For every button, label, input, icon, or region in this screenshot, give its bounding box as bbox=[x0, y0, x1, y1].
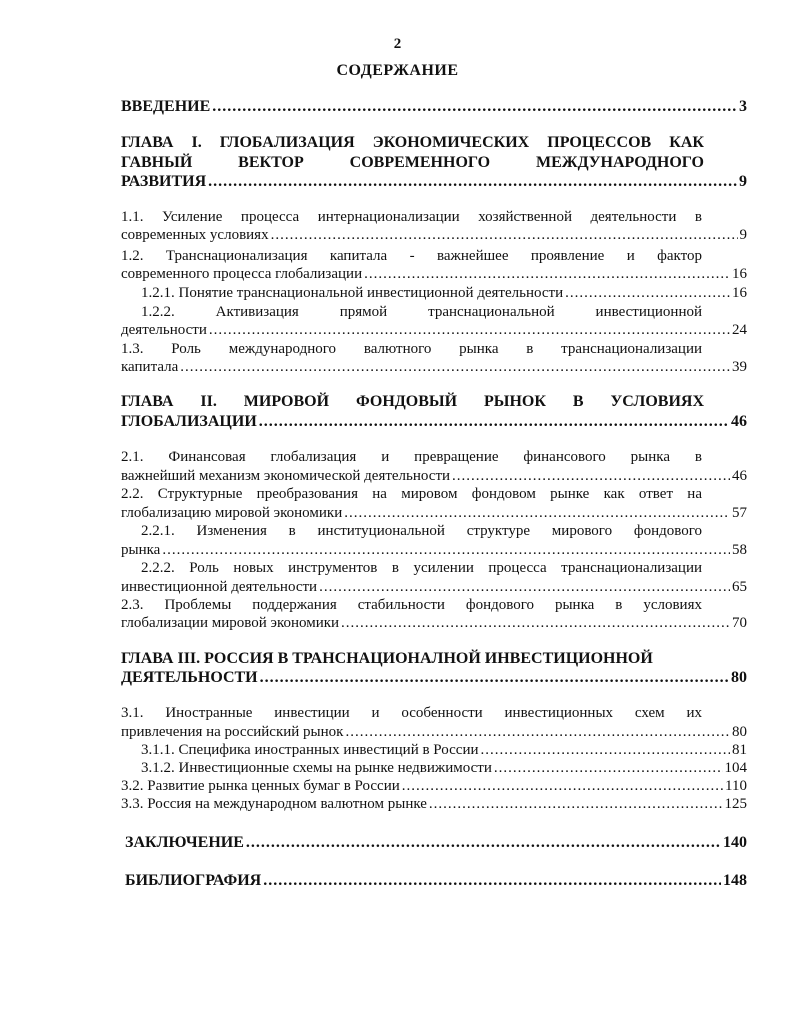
toc-entry-title-line: ГЛАВА I. ГЛОБАЛИЗАЦИЯ ЭКОНОМИЧЕСКИХ ПРОЦЕССОВ КАК bbox=[121, 134, 704, 151]
leader-dots bbox=[481, 742, 730, 759]
toc-entry-title: современного процесса глобализации bbox=[121, 266, 363, 282]
leader-dots bbox=[209, 322, 730, 339]
toc-page-number: 58 bbox=[732, 542, 747, 558]
leader-dots bbox=[260, 669, 729, 687]
toc-entry-title-line: 2.2. Структурные преобразования на мировом фондовом рынке как ответ на bbox=[121, 486, 702, 502]
toc-entry-title: ЗАКЛЮЧЕНИЕ bbox=[125, 834, 244, 851]
toc-entry-title-line: 1.2.2. Активизация прямой транснациональной инвестиционной bbox=[141, 304, 702, 320]
page-title: СОДЕРЖАНИЕ bbox=[336, 62, 459, 79]
leader-dots bbox=[364, 266, 730, 283]
toc-page-number: 81 bbox=[732, 742, 747, 758]
leader-dots bbox=[263, 872, 721, 890]
leader-dots bbox=[319, 579, 730, 596]
leader-dots bbox=[162, 542, 730, 559]
toc-page-number: 70 bbox=[732, 615, 747, 631]
toc-entry-title: 3.2. Развитие рынка ценных бумаг в России bbox=[121, 778, 400, 794]
leader-dots bbox=[429, 796, 723, 813]
toc-page-number: 24 bbox=[732, 322, 747, 338]
toc-page-number: 9 bbox=[739, 227, 747, 243]
toc-page-number: 39 bbox=[732, 359, 747, 375]
toc-entry-title: глобализации мировой экономики bbox=[121, 615, 340, 631]
leader-dots bbox=[208, 173, 737, 191]
toc-entry-title: ДЕЯТЕЛЬНОСТИ bbox=[121, 669, 258, 686]
toc-page-number: 110 bbox=[725, 778, 747, 794]
toc-entry-title-line: 1.1. Усиление процесса интернационализации хозяйственной деятельности в bbox=[121, 209, 702, 225]
toc-page-number: 104 bbox=[724, 760, 747, 776]
toc-entry-title: деятельности bbox=[121, 322, 207, 338]
toc-entry-title: 3.1.2. Инвестиционные схемы на рынке недвижимости bbox=[141, 760, 492, 776]
toc-page-number: 148 bbox=[723, 872, 747, 889]
toc-entry-title: РАЗВИТИЯ bbox=[121, 173, 207, 190]
toc-entry-title-line: ГЛАВА III. РОССИЯ В ТРАНСНАЦИОНАЛНОЙ ИНВЕСТИЦИОННОЙ bbox=[121, 650, 653, 667]
toc-entry-title: привлечения на российский рынок bbox=[121, 724, 344, 740]
toc-page-number: 80 bbox=[732, 724, 747, 740]
leader-dots bbox=[271, 227, 738, 244]
toc-page-number: 140 bbox=[723, 834, 747, 851]
toc-entry-title-line: 2.2.1. Изменения в институциональной структуре мирового фондового bbox=[141, 523, 702, 539]
leader-dots bbox=[345, 724, 730, 741]
toc-entry-title-line: 3.1. Иностранные инвестиции и особенности инвестиционных схем их bbox=[121, 705, 702, 721]
leader-dots bbox=[180, 359, 730, 376]
leader-dots bbox=[259, 413, 729, 431]
leader-dots bbox=[452, 468, 730, 485]
toc-page-number: 80 bbox=[731, 669, 747, 686]
leader-dots bbox=[344, 505, 730, 522]
toc-entry-title-line: 1.3. Роль международного валютного рынка в транснационализации bbox=[121, 341, 702, 357]
toc-page-number: 65 bbox=[732, 579, 747, 595]
toc-page-number: 3 bbox=[739, 98, 747, 115]
toc-entry-title: 3.1.1. Специфика иностранных инвестиций в России bbox=[141, 742, 479, 758]
toc-entry-title-line: 2.2.2. Роль новых инструментов в усилении процесса транснационализации bbox=[141, 560, 702, 576]
toc-page-number: 57 bbox=[732, 505, 747, 521]
toc-entry-title: БИБЛИОГРАФИЯ bbox=[125, 872, 262, 889]
toc-page-number: 16 bbox=[732, 266, 747, 282]
toc-entry-title: важнейший механизм экономической деятельности bbox=[121, 468, 451, 484]
leader-dots bbox=[212, 98, 737, 116]
toc-entry-title: глобализацию мировой экономики bbox=[121, 505, 343, 521]
toc-entry-title: 3.3. Россия на международном валютном рынке bbox=[121, 796, 427, 812]
toc-entry-title: капитала bbox=[121, 359, 179, 375]
toc-entry-title: рынка bbox=[121, 542, 161, 558]
page-number: 2 bbox=[393, 36, 402, 52]
toc-entry-title-line: 1.2. Транснационализация капитала - важнейшее проявление и фактор bbox=[121, 248, 702, 264]
toc-page-number: 46 bbox=[731, 413, 747, 430]
toc-entry-title-line: 2.1. Финансовая глобализация и превращение финансового рынка в bbox=[121, 449, 702, 465]
toc-page-number: 125 bbox=[724, 796, 747, 812]
toc-entry-title: ВВЕДЕНИЕ bbox=[121, 98, 211, 115]
toc-entry-title-line: ГЛАВА II. МИРОВОЙ ФОНДОВЫЙ РЫНОК В УСЛОВИЯХ bbox=[121, 393, 704, 410]
toc-page-number: 9 bbox=[739, 173, 747, 190]
leader-dots bbox=[494, 760, 723, 777]
leader-dots bbox=[341, 615, 730, 632]
toc-page-number: 46 bbox=[732, 468, 747, 484]
toc-entry-title: ГЛОБАЛИЗАЦИИ bbox=[121, 413, 257, 430]
leader-dots bbox=[246, 834, 721, 852]
toc-entry-title: инвестиционной деятельности bbox=[121, 579, 318, 595]
toc-entry-title: 1.2.1. Понятие транснациональной инвестиционной деятельности bbox=[141, 285, 564, 301]
toc-entry-title-line: 2.3. Проблемы поддержания стабильности фондового рынка в условиях bbox=[121, 597, 702, 613]
toc-entry-title-line: ГАВНЫЙ ВЕКТОР СОВРЕМЕННОГО МЕЖДУНАРОДНОГО bbox=[121, 154, 704, 171]
leader-dots bbox=[402, 778, 723, 795]
toc-entry-title: современных условиях bbox=[121, 227, 269, 243]
leader-dots bbox=[565, 285, 730, 302]
toc-page-number: 16 bbox=[732, 285, 747, 301]
